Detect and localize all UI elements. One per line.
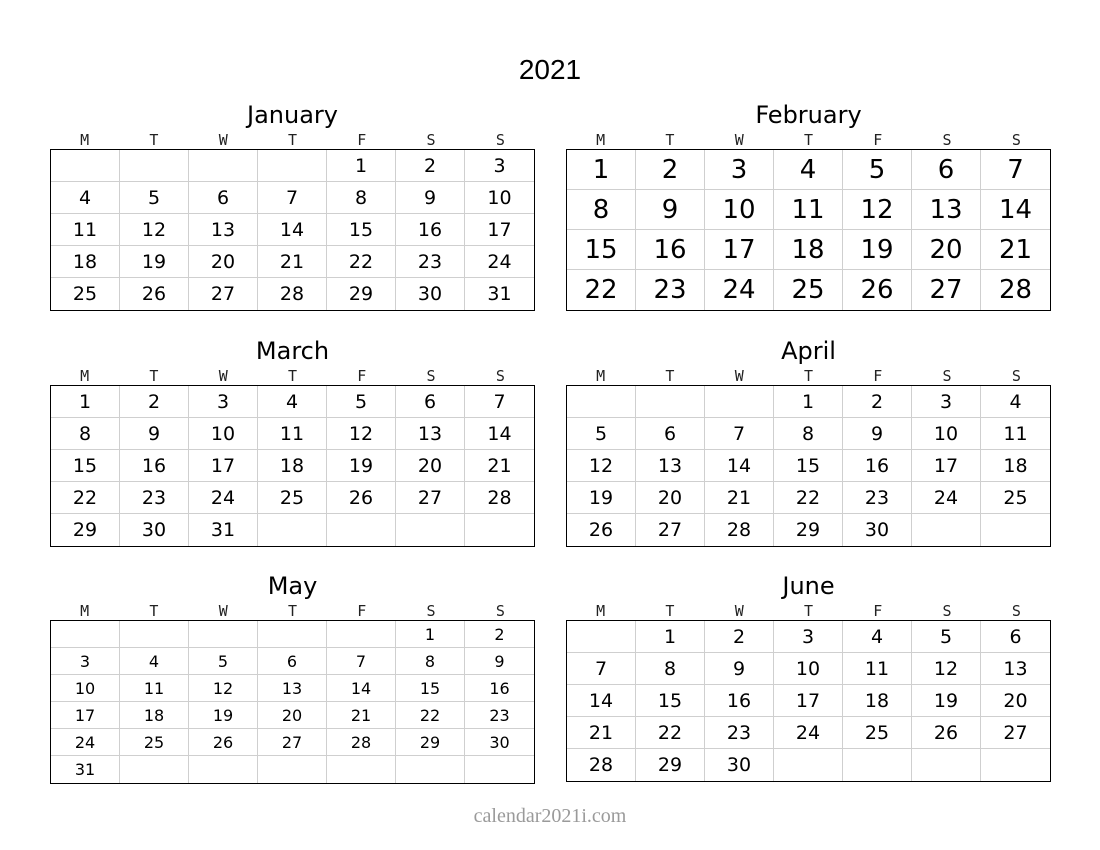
day-grid bbox=[50, 385, 535, 547]
day-cell: 28 bbox=[567, 749, 636, 781]
day-cell: 2 bbox=[465, 621, 534, 648]
day-cell: 22 bbox=[396, 702, 465, 729]
day-cell: 17 bbox=[189, 450, 258, 482]
day-cell: 6 bbox=[636, 418, 705, 450]
day-cell: 9 bbox=[465, 648, 534, 675]
empty-day-cell bbox=[912, 749, 981, 781]
day-cell: 3 bbox=[774, 621, 843, 653]
day-cell: 28 bbox=[465, 482, 534, 514]
weekday-label: T bbox=[287, 367, 297, 385]
day-cell: 6 bbox=[912, 150, 981, 190]
day-cell: 21 bbox=[981, 230, 1050, 270]
day-cell: 25 bbox=[258, 482, 327, 514]
day-cell: 19 bbox=[567, 482, 636, 514]
day-cell: 21 bbox=[705, 482, 774, 514]
day-cell: 3 bbox=[912, 386, 981, 418]
day-cell: 11 bbox=[120, 675, 189, 702]
day-cell: 14 bbox=[258, 214, 327, 246]
day-cell: 17 bbox=[465, 214, 534, 246]
weekday-label: F bbox=[357, 131, 367, 149]
day-cell: 13 bbox=[912, 190, 981, 230]
day-cell: 4 bbox=[258, 386, 327, 418]
weekday-label: F bbox=[873, 367, 883, 385]
empty-day-cell bbox=[774, 749, 843, 781]
month-name: June bbox=[782, 572, 835, 600]
day-cell: 8 bbox=[327, 182, 396, 214]
day-cell: 1 bbox=[636, 621, 705, 653]
day-cell: 26 bbox=[120, 278, 189, 310]
day-cell: 12 bbox=[912, 653, 981, 685]
day-cell: 8 bbox=[636, 653, 705, 685]
day-cell: 27 bbox=[981, 717, 1050, 749]
day-cell: 7 bbox=[327, 648, 396, 675]
empty-day-cell bbox=[843, 749, 912, 781]
day-cell: 15 bbox=[567, 230, 636, 270]
weekday-label: M bbox=[80, 367, 90, 385]
month-name: May bbox=[267, 572, 318, 600]
day-cell: 5 bbox=[843, 150, 912, 190]
day-cell: 14 bbox=[465, 418, 534, 450]
day-cell: 15 bbox=[327, 214, 396, 246]
day-cell: 3 bbox=[51, 648, 120, 675]
weekday-label: S bbox=[942, 131, 952, 149]
day-cell: 17 bbox=[912, 450, 981, 482]
day-cell: 11 bbox=[843, 653, 912, 685]
empty-day-cell bbox=[567, 386, 636, 418]
day-cell: 14 bbox=[567, 685, 636, 717]
day-cell: 6 bbox=[981, 621, 1050, 653]
day-cell: 18 bbox=[774, 230, 843, 270]
day-cell: 26 bbox=[189, 729, 258, 756]
day-cell: 14 bbox=[327, 675, 396, 702]
day-cell: 31 bbox=[51, 756, 120, 783]
day-cell: 5 bbox=[567, 418, 636, 450]
weekday-label: F bbox=[873, 131, 883, 149]
day-cell: 7 bbox=[258, 182, 327, 214]
empty-day-cell bbox=[327, 621, 396, 648]
day-cell: 27 bbox=[912, 270, 981, 310]
day-cell: 9 bbox=[843, 418, 912, 450]
weekday-label: W bbox=[218, 367, 228, 385]
day-cell: 1 bbox=[774, 386, 843, 418]
day-cell: 29 bbox=[396, 729, 465, 756]
empty-day-cell bbox=[120, 756, 189, 783]
day-cell: 3 bbox=[705, 150, 774, 190]
day-cell: 20 bbox=[981, 685, 1050, 717]
day-cell: 4 bbox=[981, 386, 1050, 418]
day-cell: 1 bbox=[396, 621, 465, 648]
empty-day-cell bbox=[396, 756, 465, 783]
day-cell: 21 bbox=[258, 246, 327, 278]
weekday-label: S bbox=[942, 367, 952, 385]
weekday-label: T bbox=[803, 131, 813, 149]
empty-day-cell bbox=[258, 756, 327, 783]
day-cell: 12 bbox=[327, 418, 396, 450]
day-cell: 12 bbox=[567, 450, 636, 482]
day-cell: 16 bbox=[120, 450, 189, 482]
day-cell: 29 bbox=[774, 514, 843, 546]
day-cell: 26 bbox=[567, 514, 636, 546]
weekday-label: W bbox=[218, 131, 228, 149]
empty-day-cell bbox=[120, 150, 189, 182]
day-grid bbox=[566, 149, 1051, 311]
day-cell: 11 bbox=[258, 418, 327, 450]
day-cell: 20 bbox=[258, 702, 327, 729]
weekday-header bbox=[50, 366, 535, 386]
day-cell: 20 bbox=[189, 246, 258, 278]
day-cell: 30 bbox=[465, 729, 534, 756]
day-cell: 18 bbox=[843, 685, 912, 717]
weekday-label: T bbox=[149, 602, 159, 620]
day-cell: 30 bbox=[843, 514, 912, 546]
weekday-label: M bbox=[80, 131, 90, 149]
year-title: 2021 bbox=[518, 54, 582, 85]
day-cell: 2 bbox=[843, 386, 912, 418]
day-cell: 28 bbox=[998, 275, 1033, 305]
weekday-label: T bbox=[287, 602, 297, 620]
day-cell: 24 bbox=[774, 717, 843, 749]
day-cell: 11 bbox=[774, 190, 843, 230]
day-cell: 4 bbox=[843, 621, 912, 653]
day-cell: 8 bbox=[567, 190, 636, 230]
day-cell: 20 bbox=[396, 450, 465, 482]
day-cell: 25 bbox=[981, 482, 1050, 514]
day-cell: 12 bbox=[120, 214, 189, 246]
empty-day-cell bbox=[981, 514, 1050, 546]
month-name: February bbox=[755, 101, 862, 129]
day-cell: 6 bbox=[189, 182, 258, 214]
day-cell: 17 bbox=[51, 702, 120, 729]
day-cell: 11 bbox=[981, 418, 1050, 450]
day-cell: 6 bbox=[396, 386, 465, 418]
weekday-label: W bbox=[734, 602, 744, 620]
day-cell: 1 bbox=[327, 150, 396, 182]
weekday-label: S bbox=[426, 367, 436, 385]
empty-day-cell bbox=[189, 756, 258, 783]
empty-day-cell bbox=[327, 756, 396, 783]
day-cell: 19 bbox=[189, 702, 258, 729]
empty-day-cell bbox=[258, 514, 327, 546]
weekday-label: W bbox=[218, 602, 228, 620]
day-cell: 7 bbox=[705, 418, 774, 450]
weekday-label: M bbox=[596, 602, 606, 620]
day-cell: 4 bbox=[120, 648, 189, 675]
weekday-header bbox=[566, 130, 1051, 150]
empty-day-cell bbox=[258, 150, 327, 182]
day-cell: 4 bbox=[51, 182, 120, 214]
day-cell: 10 bbox=[189, 418, 258, 450]
day-cell: 8 bbox=[51, 418, 120, 450]
day-cell: 18 bbox=[51, 246, 120, 278]
day-cell: 28 bbox=[327, 729, 396, 756]
day-cell: 7 bbox=[567, 653, 636, 685]
day-grid bbox=[50, 149, 535, 311]
month-name: January bbox=[247, 101, 338, 129]
month-name: April bbox=[781, 337, 836, 365]
day-cell: 30 bbox=[705, 749, 774, 781]
weekday-label: T bbox=[149, 131, 159, 149]
day-cell: 2 bbox=[705, 621, 774, 653]
empty-day-cell bbox=[258, 621, 327, 648]
day-cell: 28 bbox=[705, 514, 774, 546]
empty-day-cell bbox=[465, 514, 534, 546]
day-cell: 12 bbox=[189, 675, 258, 702]
day-cell: 12 bbox=[843, 190, 912, 230]
weekday-header bbox=[566, 601, 1051, 621]
empty-day-cell bbox=[465, 756, 534, 783]
month-name: March bbox=[255, 337, 330, 365]
day-cell: 27 bbox=[396, 482, 465, 514]
day-cell: 19 bbox=[327, 450, 396, 482]
day-cell: 21 bbox=[567, 717, 636, 749]
day-cell: 16 bbox=[465, 675, 534, 702]
weekday-label: T bbox=[665, 602, 675, 620]
day-cell: 24 bbox=[705, 270, 774, 310]
day-cell: 13 bbox=[258, 675, 327, 702]
day-cell: 24 bbox=[189, 482, 258, 514]
day-cell: 10 bbox=[51, 675, 120, 702]
day-cell: 30 bbox=[396, 278, 465, 310]
day-cell: 23 bbox=[636, 270, 705, 310]
day-cell: 23 bbox=[705, 717, 774, 749]
day-cell: 20 bbox=[912, 230, 981, 270]
day-cell: 23 bbox=[120, 482, 189, 514]
day-cell: 27 bbox=[636, 514, 705, 546]
day-cell: 2 bbox=[396, 150, 465, 182]
empty-day-cell bbox=[120, 621, 189, 648]
day-cell: 16 bbox=[705, 685, 774, 717]
day-cell: 28 bbox=[258, 278, 327, 310]
empty-day-cell bbox=[327, 514, 396, 546]
day-cell: 6 bbox=[258, 648, 327, 675]
day-cell: 5 bbox=[189, 648, 258, 675]
day-cell: 3 bbox=[189, 386, 258, 418]
day-cell: 13 bbox=[189, 214, 258, 246]
weekday-header bbox=[566, 366, 1051, 386]
weekday-label: T bbox=[665, 367, 675, 385]
day-cell: 5 bbox=[120, 182, 189, 214]
day-cell: 11 bbox=[51, 214, 120, 246]
weekday-label: W bbox=[734, 367, 744, 385]
empty-day-cell bbox=[189, 621, 258, 648]
weekday-label: F bbox=[357, 602, 367, 620]
day-cell: 14 bbox=[981, 190, 1050, 230]
day-cell: 21 bbox=[465, 450, 534, 482]
day-cell: 24 bbox=[51, 729, 120, 756]
empty-day-cell bbox=[912, 514, 981, 546]
weekday-label: W bbox=[734, 131, 744, 149]
day-cell: 1 bbox=[51, 386, 120, 418]
day-cell: 23 bbox=[843, 482, 912, 514]
day-cell: 19 bbox=[120, 246, 189, 278]
weekday-label: S bbox=[495, 602, 505, 620]
day-grid bbox=[566, 620, 1051, 782]
weekday-label: S bbox=[495, 367, 505, 385]
day-cell: 10 bbox=[705, 190, 774, 230]
day-cell: 15 bbox=[636, 685, 705, 717]
day-cell: 2 bbox=[120, 386, 189, 418]
day-cell: 13 bbox=[636, 450, 705, 482]
day-cell: 17 bbox=[705, 230, 774, 270]
weekday-label: T bbox=[665, 131, 675, 149]
day-grid bbox=[566, 385, 1051, 547]
weekday-label: T bbox=[803, 602, 813, 620]
day-cell: 5 bbox=[912, 621, 981, 653]
day-cell: 27 bbox=[189, 278, 258, 310]
weekday-label: S bbox=[426, 602, 436, 620]
day-cell: 10 bbox=[774, 653, 843, 685]
day-cell: 7 bbox=[465, 386, 534, 418]
day-cell: 3 bbox=[465, 150, 534, 182]
day-cell: 9 bbox=[705, 653, 774, 685]
empty-day-cell bbox=[567, 621, 636, 653]
day-cell: 25 bbox=[843, 717, 912, 749]
day-cell: 22 bbox=[774, 482, 843, 514]
day-cell: 5 bbox=[327, 386, 396, 418]
day-cell: 9 bbox=[636, 190, 705, 230]
day-cell: 22 bbox=[51, 482, 120, 514]
day-cell: 15 bbox=[396, 675, 465, 702]
day-cell: 26 bbox=[843, 270, 912, 310]
empty-day-cell bbox=[396, 514, 465, 546]
weekday-label: M bbox=[596, 367, 606, 385]
day-cell: 29 bbox=[636, 749, 705, 781]
day-cell: 24 bbox=[912, 482, 981, 514]
day-cell: 10 bbox=[465, 182, 534, 214]
weekday-label: F bbox=[357, 367, 367, 385]
day-cell: 23 bbox=[396, 246, 465, 278]
empty-day-cell bbox=[51, 621, 120, 648]
weekday-label: F bbox=[873, 602, 883, 620]
weekday-label: T bbox=[149, 367, 159, 385]
day-cell: 29 bbox=[51, 514, 120, 546]
weekday-label: S bbox=[495, 131, 505, 149]
weekday-header bbox=[50, 601, 535, 621]
day-cell: 27 bbox=[258, 729, 327, 756]
day-cell: 21 bbox=[327, 702, 396, 729]
day-cell: 2 bbox=[636, 150, 705, 190]
day-cell: 9 bbox=[120, 418, 189, 450]
day-cell: 24 bbox=[465, 246, 534, 278]
empty-day-cell bbox=[189, 150, 258, 182]
weekday-label: M bbox=[596, 131, 606, 149]
day-cell: 1 bbox=[567, 150, 636, 190]
day-cell: 15 bbox=[51, 450, 120, 482]
empty-day-cell bbox=[51, 150, 120, 182]
day-cell: 22 bbox=[567, 270, 636, 310]
day-cell: 26 bbox=[327, 482, 396, 514]
weekday-label: S bbox=[942, 602, 952, 620]
empty-day-cell bbox=[705, 386, 774, 418]
day-cell: 16 bbox=[636, 230, 705, 270]
day-cell: 20 bbox=[636, 482, 705, 514]
day-cell: 31 bbox=[189, 514, 258, 546]
day-cell: 29 bbox=[327, 278, 396, 310]
day-cell: 7 bbox=[981, 150, 1050, 190]
day-cell: 13 bbox=[981, 653, 1050, 685]
day-cell: 16 bbox=[843, 450, 912, 482]
day-cell: 22 bbox=[636, 717, 705, 749]
day-cell: 31 bbox=[487, 283, 512, 305]
day-cell: 4 bbox=[774, 150, 843, 190]
day-cell: 19 bbox=[843, 230, 912, 270]
weekday-header bbox=[50, 130, 535, 150]
day-cell: 25 bbox=[774, 270, 843, 310]
weekday-label: S bbox=[1011, 131, 1021, 149]
weekday-label: M bbox=[80, 602, 90, 620]
weekday-label: S bbox=[1011, 367, 1021, 385]
empty-day-cell bbox=[981, 749, 1050, 781]
day-grid bbox=[50, 620, 535, 784]
day-cell: 19 bbox=[912, 685, 981, 717]
day-cell: 26 bbox=[912, 717, 981, 749]
day-cell: 22 bbox=[327, 246, 396, 278]
day-cell: 25 bbox=[51, 278, 120, 310]
day-cell: 25 bbox=[120, 729, 189, 756]
day-cell: 9 bbox=[396, 182, 465, 214]
day-cell: 8 bbox=[396, 648, 465, 675]
weekday-label: T bbox=[287, 131, 297, 149]
day-cell: 10 bbox=[912, 418, 981, 450]
day-cell: 8 bbox=[774, 418, 843, 450]
day-cell: 14 bbox=[705, 450, 774, 482]
day-cell: 17 bbox=[774, 685, 843, 717]
day-cell: 13 bbox=[396, 418, 465, 450]
day-cell: 23 bbox=[465, 702, 534, 729]
weekday-label: S bbox=[1011, 602, 1021, 620]
weekday-label: T bbox=[803, 367, 813, 385]
day-cell: 15 bbox=[774, 450, 843, 482]
site-watermark: calendar2021i.com bbox=[473, 805, 627, 827]
day-cell: 18 bbox=[258, 450, 327, 482]
empty-day-cell bbox=[636, 386, 705, 418]
weekday-label: S bbox=[426, 131, 436, 149]
day-cell: 30 bbox=[120, 514, 189, 546]
day-cell: 18 bbox=[120, 702, 189, 729]
day-cell: 16 bbox=[396, 214, 465, 246]
day-cell: 18 bbox=[981, 450, 1050, 482]
